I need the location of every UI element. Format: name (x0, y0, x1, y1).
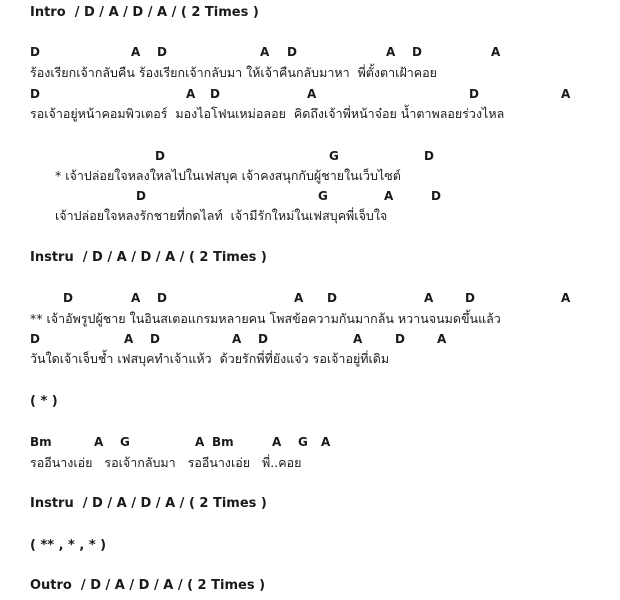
chord: D (412, 45, 422, 59)
repeat-marker: ( ** , * , * ) (30, 538, 107, 553)
chord: A (561, 87, 571, 101)
chord: A (353, 332, 363, 346)
chord: D (157, 45, 167, 59)
chord: A (272, 435, 282, 449)
chord: D (210, 87, 220, 101)
chord: A (561, 291, 571, 305)
instru-line: Instru / D / A / D / A / ( 2 Times ) (30, 250, 267, 265)
chord: D (287, 45, 297, 59)
chord: D (395, 332, 405, 346)
chord-line (0, 86, 620, 102)
chord: G (298, 435, 308, 449)
chord: A (131, 45, 141, 59)
chord: D (150, 332, 160, 346)
chord: D (30, 87, 40, 101)
chord: G (318, 189, 328, 203)
instru-line: Instru / D / A / D / A / ( 2 Times ) (30, 496, 267, 511)
lyric-line: เจ้าปล่อยใจหลงรักชายที่กดไลท์ เจ้ามีรักใหม่ในเฟสบุคพี่เจ็บใจ (55, 208, 388, 223)
lyric-line: รอเจ้าอยู่หน้าคอมพิวเตอร์ มองไอโฟนเหม่อลอย คิดถึงเจ้าพี่หน้าจ๋อย น้ำตาพลอยร่วงไหล (30, 106, 505, 121)
chord: D (136, 189, 146, 203)
chord: D (431, 189, 441, 203)
chord: A (384, 189, 394, 203)
chord: A (94, 435, 104, 449)
chord: D (30, 45, 40, 59)
chord-line (0, 188, 620, 204)
chord: D (157, 291, 167, 305)
chord: A (437, 332, 447, 346)
chord: A (424, 291, 434, 305)
chord: D (465, 291, 475, 305)
repeat-marker: ( * ) (30, 394, 58, 409)
chord: D (258, 332, 268, 346)
chord-line (0, 44, 620, 60)
chord: A (186, 87, 196, 101)
chord-line (0, 148, 620, 164)
chord-line (0, 290, 620, 306)
chord-line (0, 434, 620, 450)
chord: G (120, 435, 130, 449)
chord: A (131, 291, 141, 305)
chord: A (386, 45, 396, 59)
chord: Bm (212, 435, 234, 449)
chord: A (232, 332, 242, 346)
chord: D (63, 291, 73, 305)
chord-line (0, 331, 620, 347)
chord: D (424, 149, 434, 163)
chord: G (329, 149, 339, 163)
chord: Bm (30, 435, 52, 449)
lyric-line: * เจ้าปล่อยใจหลงใหลไปในเฟสบุค เจ้าคงสนุกกับผู้ชายในเว็บไซต์ (55, 168, 401, 183)
chord: D (30, 332, 40, 346)
lyric-line: ** เจ้าอัพรูปผู้ชาย ในอินสเตอแกรมหลายคน โพสข้อความกันมากล้น หวานจนมดขึ้นแล้ว (30, 311, 501, 326)
chord: A (260, 45, 270, 59)
chord: A (307, 87, 317, 101)
lyric-line: ร้องเรียกเจ้ากลับคืน ร้องเรียกเจ้ากลับมา ให้เจ้าคืนกลับมาหา พี่ตั้งตาเฝ้าคอย (30, 65, 437, 80)
chord: D (327, 291, 337, 305)
chord: A (321, 435, 331, 449)
intro-line: Intro / D / A / D / A / ( 2 Times ) (30, 5, 259, 20)
chord: A (491, 45, 501, 59)
lyric-line: วันใดเจ้าเจ็บช้ำ เฟสบุคทำเจ้าแห้ว ด้วยรักพี่ที่ยังแจ๋ว รอเจ้าอยู่ที่เดิม (30, 351, 390, 366)
chord: D (469, 87, 479, 101)
chord: A (294, 291, 304, 305)
outro-line: Outro / D / A / D / A / ( 2 Times ) (30, 578, 266, 593)
lyric-line: รออีนางเอ่ย รอเจ้ากลับมา รออีนางเอ่ย พี่..คอย (30, 455, 302, 470)
chord: A (195, 435, 205, 449)
chord: D (155, 149, 165, 163)
chord: A (124, 332, 134, 346)
